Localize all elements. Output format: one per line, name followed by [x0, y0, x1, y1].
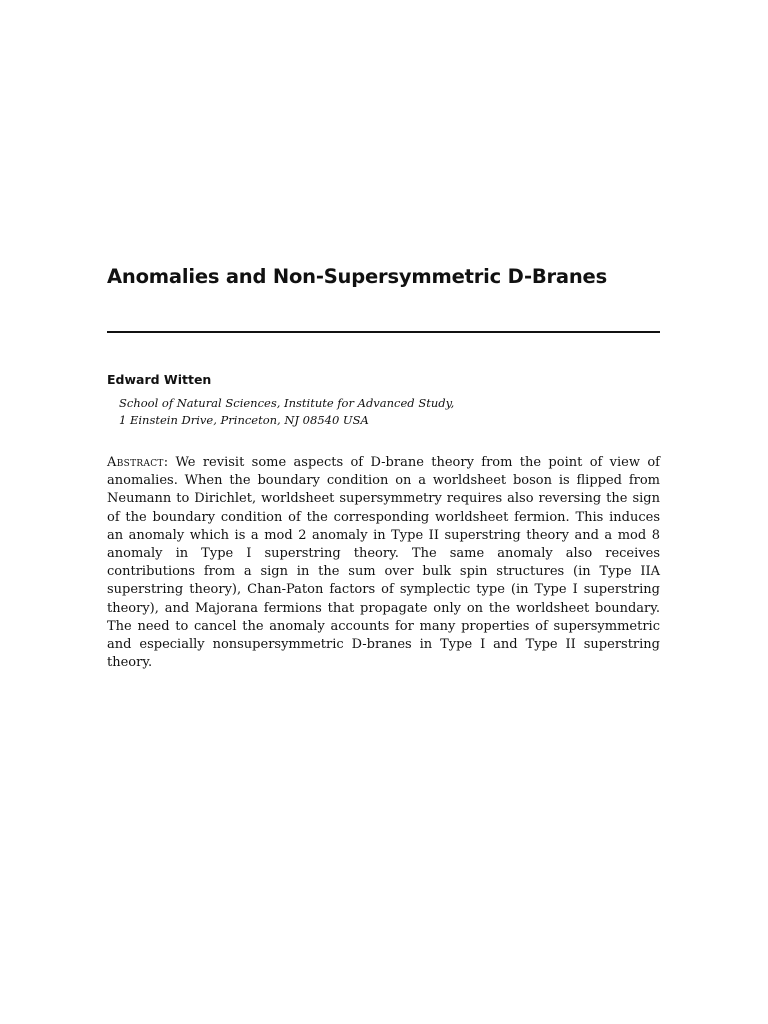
title-rule	[107, 331, 660, 333]
abstract: Abstract: We revisit some aspects of D-brane theory from the point of view of anomalies. When the boundary condition on a worldsheet boson is flipped from Neumann to Dirichlet, worldsheet supersymmetry requires also reversing the sign of the boundary condition of the corresponding worldsheet fermion. This induces an anomaly which is a mod 2 anomaly in Type II superstring theory and a mod 8 anomaly in Type I superstring theory. The same anomaly also receives contributions from a sign in the sum over bulk spin structures (in Type IIA superstring theory), Chan-Paton factors of symplectic type (in Type I superstring theory), and Majorana fermions that propagate only on the worldsheet boundary. The need to cancel the anomaly accounts for many properties of supersymmetric and especially nonsupersymmetric D-branes in Type I and Type II superstring theory.	[107, 455, 660, 671]
abstract-text: We revisit some aspects of D-brane theory from the point of view of anomalies. When the boundary condition on a worldsheet boson is flipped from Neumann to Dirichlet, worldsheet supersymmetry requires also reversing the sign of the boundary condition of the corresponding worldsheet fermion. This induces an anomaly which is a mod 2 anomaly in Type II superstring theory and a mod 8 anomaly in Type I superstring theory. The same anomaly also receives contributions from a sign in the sum over bulk spin structures (in Type IIA superstring theory), Chan-Paton factors of symplectic type (in Type I superstring theory), and Majorana fermions that propagate only on the worldsheet boundary. The need to cancel the anomaly accounts for many properties of supersymmetric and especially nonsupersymmetric D-branes in Type I and Type II superstring theory.	[107, 455, 660, 671]
affiliation-line: School of Natural Sciences, Institute for Advanced Study,	[119, 396, 455, 410]
affiliation-line: 1 Einstein Drive, Princeton, NJ 08540 USA	[119, 412, 369, 427]
affiliation	[119, 395, 454, 428]
author-name: Edward Witten	[107, 372, 212, 387]
paper-title: Anomalies and Non-Supersymmetric D-Branes	[107, 265, 607, 288]
abstract-label: Abstract	[107, 455, 164, 470]
